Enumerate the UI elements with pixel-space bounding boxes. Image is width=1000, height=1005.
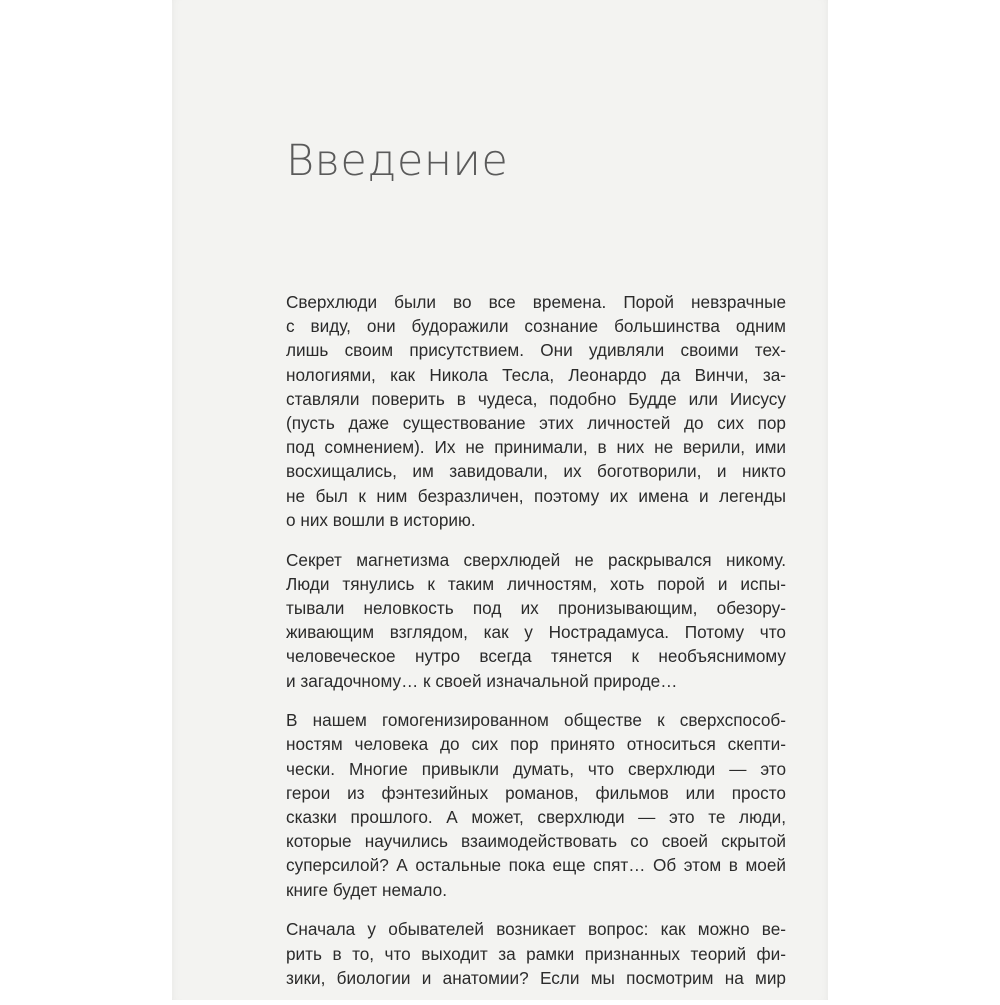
text-line: живающим взглядом, как у Нострадамуса. Потому что xyxy=(286,622,786,643)
text-line: под сомнением). Их не принимали, в них не верили, ими xyxy=(286,437,786,458)
text-line: тывали неловкость под их пронизывающим, обезору- xyxy=(286,597,786,618)
text-line: лишь своим присутствием. Они удивляли своими тех- xyxy=(286,340,786,361)
text-line: В нашем гомогенизированном обществе к сверхспособ- xyxy=(286,710,786,731)
text-line: сказки прошлого. А может, сверхлюди — это те люди, xyxy=(286,807,786,828)
text-line: чески. Многие привыкли думать, что сверхлюди — это xyxy=(286,758,786,779)
text-line: (пусть даже существование этих личностей до сих пор xyxy=(286,413,786,434)
text-line: ностям человека до сих пор принято относиться скепти- xyxy=(286,734,786,755)
paragraph-3 xyxy=(286,708,786,902)
text-line: нологиями, как Никола Тесла, Леонардо да Винчи, за- xyxy=(286,364,786,385)
text-line: суперсилой? А остальные пока еще спят… Об этом в моей xyxy=(286,855,786,876)
text-line: восхищались, им завидовали, их боготворили, и никто xyxy=(286,461,786,482)
text-line: Сначала у обывателей возникает вопрос: как можно ве- xyxy=(286,919,786,940)
text-line: ставляли поверить в чудеса, подобно Будде или Иисусу xyxy=(286,388,786,409)
text-line: герои из фэнтезийных романов, фильмов или просто xyxy=(286,782,786,803)
chapter-title: Введение xyxy=(286,136,509,186)
text-line: зики, биологии и анатомии? Если мы посмотрим на мир xyxy=(286,967,786,988)
text-line: книге будет немало. xyxy=(286,879,447,900)
text-line: человеческое нутро всегда тянется к необъяснимому xyxy=(286,646,786,667)
paragraph-2 xyxy=(286,548,786,693)
paragraph-4 xyxy=(286,917,786,990)
text-line: которые научились взаимодействовать со своей скрытой xyxy=(286,831,786,852)
text-line: не был к ним безразличен, поэтому их имена и легенды xyxy=(286,485,786,506)
text-line: и загадочному… к своей изначальной природе… xyxy=(286,670,678,691)
text-line: Сверхлюди были во все времена. Порой невзрачные xyxy=(286,292,786,312)
text-line: о них вошли в историю. xyxy=(286,509,476,530)
body-text xyxy=(286,290,786,1005)
text-line: Люди тянулись к таким личностям, хоть порой и испы- xyxy=(286,573,786,594)
text-line: рить в то, что выходит за рамки признанных теорий фи- xyxy=(286,943,786,964)
text-line: Секрет магнетизма сверхлюдей не раскрывался никому. xyxy=(286,549,786,570)
text-line: с виду, они будоражили сознание большинства одним xyxy=(286,316,786,337)
paragraph-1 xyxy=(286,290,786,532)
